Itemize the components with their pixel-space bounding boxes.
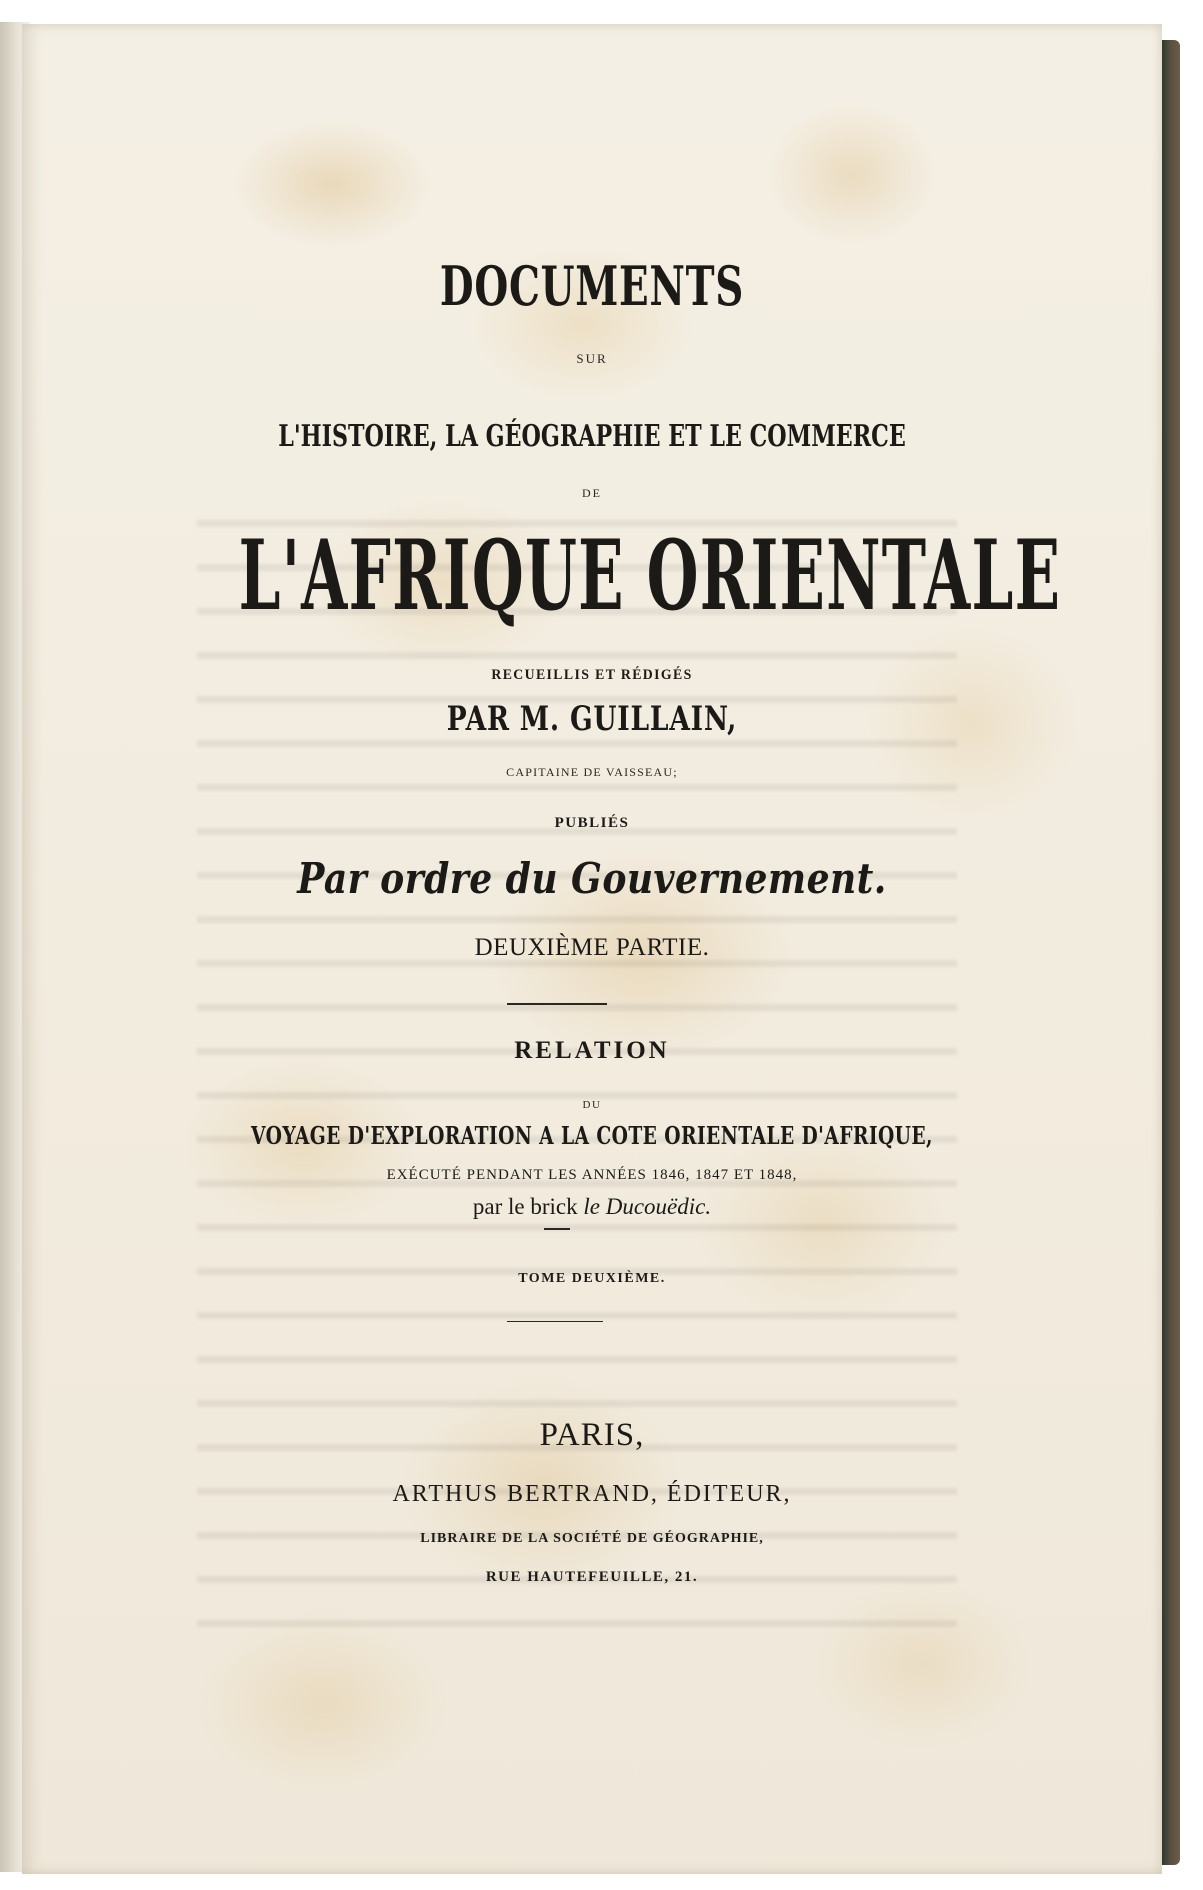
short-rule <box>544 1228 570 1230</box>
part-line: DEUXIÈME PARTIE. <box>474 934 710 961</box>
author-rank: CAPITAINE DE VAISSEAU; <box>506 765 678 779</box>
ship-name: le Ducouëdic. <box>583 1194 712 1219</box>
title-page <box>22 24 1162 1874</box>
imprint-publisher-role: LIBRAIRE DE LA SOCIÉTÉ DE GÉOGRAPHIE, <box>420 1531 764 1546</box>
imprint-publisher: ARTHUS BERTRAND, ÉDITEUR, <box>392 1481 792 1507</box>
relation-heading: RELATION <box>514 1037 670 1064</box>
author-line: PAR M. GUILLAIN, <box>446 699 738 739</box>
de-line: DE <box>582 486 602 500</box>
publies-line: PUBLIÉS <box>554 815 630 831</box>
tome-line: TOME DEUXIÈME. <box>518 1271 666 1286</box>
brick-line <box>22 1194 1162 1220</box>
voyage-line: VOYAGE D'EXPLORATION A LA COTE ORIENTALE D'AFRIQUE, <box>251 1121 933 1150</box>
recueillis-line: RECUEILLIS ET RÉDIGÉS <box>491 667 693 683</box>
government-line: Par ordre du Gouvernement. <box>297 854 887 903</box>
main-title: L'AFRIQUE ORIENTALE <box>238 519 1062 632</box>
imprint-address: RUE HAUTEFEUILLE, 21. <box>485 1569 699 1585</box>
divider-rule <box>507 1003 607 1005</box>
page-title: DOCUMENTS <box>439 254 745 318</box>
du-line: DU <box>582 1099 602 1111</box>
imprint-city: PARIS, <box>539 1417 645 1453</box>
divider-rule-lower <box>507 1321 603 1322</box>
subtitle: L'HISTOIRE, LA GÉOGRAPHIE ET LE COMMERCE <box>278 419 906 454</box>
execute-line: EXÉCUTÉ PENDANT LES ANNÉES 1846, 1847 ET 1848, <box>386 1167 798 1183</box>
brick-prefix: par le brick <box>472 1194 584 1219</box>
sur-line: SUR <box>576 351 608 366</box>
